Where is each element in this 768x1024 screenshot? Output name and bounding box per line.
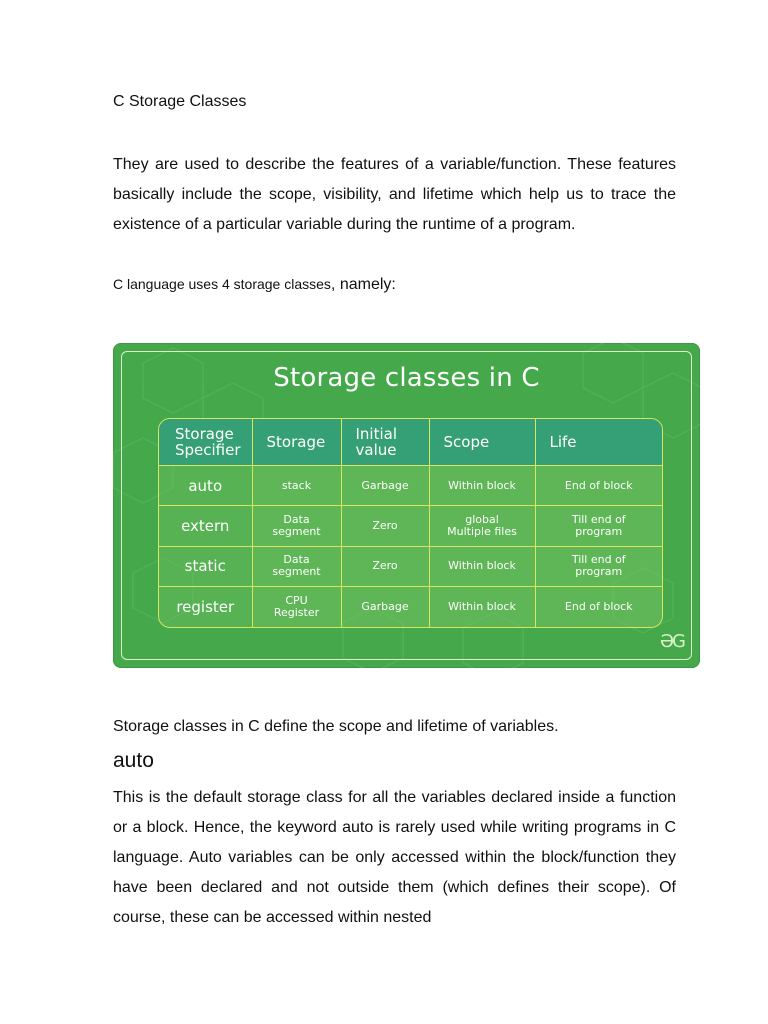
header-storage: Storage	[252, 419, 341, 466]
header-life: Life	[535, 419, 662, 466]
row-register-life: End of block	[535, 587, 662, 627]
row-auto-life: End of block	[535, 466, 662, 506]
header-initial-value: Initial value	[341, 419, 429, 466]
row-auto-initial: Garbage	[341, 466, 429, 506]
row-static-storage: Data segment	[252, 546, 341, 586]
row-static-scope: Within block	[429, 546, 535, 586]
row-auto-storage: stack	[252, 466, 341, 506]
row-auto-scope: Within block	[429, 466, 535, 506]
namely-suffix: , namely:	[330, 276, 396, 293]
geeksforgeeks-logo: ƏG	[659, 631, 684, 652]
row-extern-scope: global Multiple files	[429, 506, 535, 546]
namely-line	[113, 273, 396, 296]
row-extern-initial: Zero	[341, 506, 429, 546]
row-static-initial: Zero	[341, 546, 429, 586]
section-heading-auto: auto	[113, 749, 154, 772]
row-register-specifier: register	[159, 587, 252, 627]
storage-classes-table	[158, 418, 663, 628]
row-auto-specifier: auto	[159, 466, 252, 506]
row-extern-storage: Data segment	[252, 506, 341, 546]
header-storage-specifier: Storage Specifier	[159, 419, 252, 466]
table-row	[159, 506, 662, 546]
table-row	[159, 587, 662, 627]
storage-classes-figure	[113, 343, 700, 668]
auto-paragraph: This is the default storage class for all the variables declared inside a function or a block. Hence, the keyword auto is rarely used while writing programs in C language. Auto variables can be only accessed within the block/function they have been declared and not outside them (which defines their scope). Of course, these can be accessed within nested	[113, 789, 676, 926]
row-static-specifier: static	[159, 546, 252, 586]
table-row	[159, 546, 662, 586]
row-register-storage: CPU Register	[252, 587, 341, 627]
row-extern-life: Till end of program	[535, 506, 662, 546]
table-row	[159, 466, 662, 506]
intro-paragraph: They are used to describe the features of a variable/function. These features basically include the scope, visibility, and lifetime which help us to trace the existence of a particular variable during the runtime of a program.	[113, 156, 676, 233]
row-register-initial: Garbage	[341, 587, 429, 627]
row-register-scope: Within block	[429, 587, 535, 627]
row-extern-specifier: extern	[159, 506, 252, 546]
namely-prefix: C language uses 4 storage classes	[113, 276, 331, 292]
header-scope: Scope	[429, 419, 535, 466]
page-title: C Storage Classes	[113, 93, 247, 110]
define-sentence: Storage classes in C define the scope and lifetime of variables.	[113, 718, 559, 735]
row-static-life: Till end of program	[535, 546, 662, 586]
figure-title: Storage classes in C	[273, 363, 540, 393]
